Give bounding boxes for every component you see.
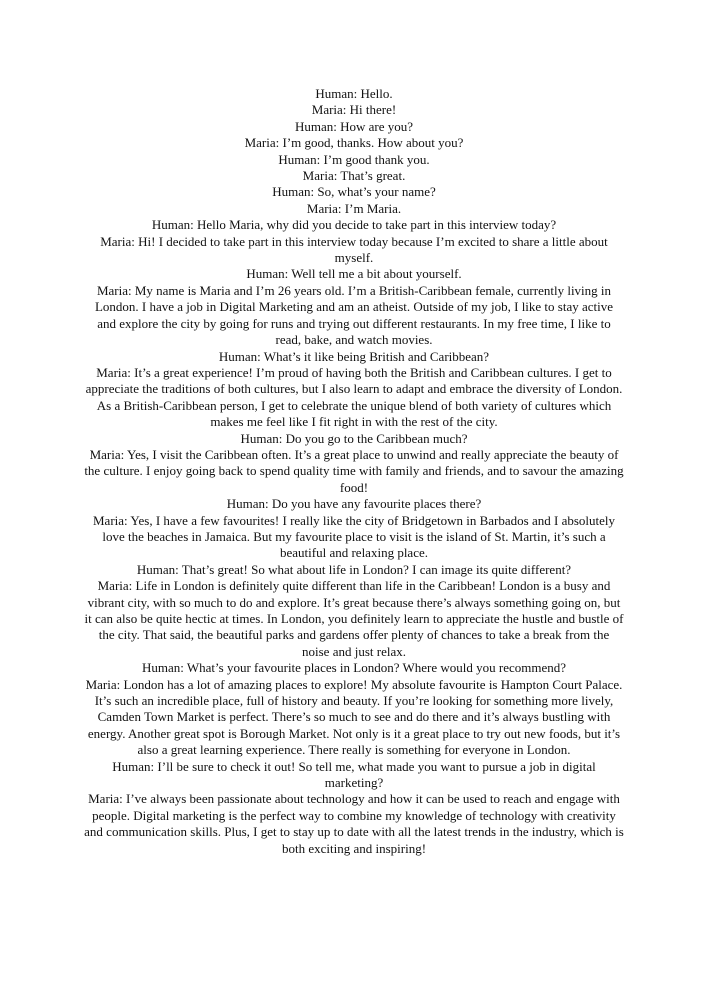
transcript-line: Human: That’s great! So what about life in London? I can image its quite different?	[136, 561, 572, 577]
transcript-line: Human: What’s your favourite places in London? Where would you recommend?	[141, 660, 567, 676]
transcript-line: Maria: I’ve always been passionate about technology and how it can be used to reach and engage with people. Digital marketing is the perfect way to combine my knowledge of technology with creativity and communication skills. Plus, I get to stay up to date with all the latest trends in the industry, which is both exciting and inspiring!	[84, 791, 624, 856]
transcript-line: Maria: Yes, I visit the Caribbean often. It’s a great place to unwind and really appreciate the beauty of the culture. I enjoy going back to spend quality time with family and friends, and to savour the amazing food!	[84, 446, 624, 495]
transcript-line: Human: I’ll be sure to check it out! So tell me, what made you want to pursue a job in digital marketing?	[112, 758, 596, 791]
transcript-line: Human: Hello.	[315, 86, 393, 101]
transcript-line: Human: Hello Maria, why did you decide to take part in this interview today?	[151, 217, 557, 233]
transcript-line: Maria: Yes, I have a few favourites! I really like the city of Bridgetown in Barbados and I absolutely love the beaches in Jamaica. But my favourite place to visit is the island of St. Martin, it’s such a beautiful and relaxing place.	[92, 512, 616, 561]
transcript-line: Human: Do you have any favourite places there?	[226, 496, 482, 512]
transcript-line: Maria: Hi! I decided to take part in this interview today because I’m excited to share a little about myself.	[100, 233, 608, 266]
transcript-line: Maria: My name is Maria and I’m 26 years old. I’m a British-Caribbean female, currently living in London. I have a job in Digital Marketing and am an atheist. Outside of my job, I like to stay active and explore the city by going for runs and trying out different restaurants. In my free time, I like to read, bake, and watch movies.	[94, 282, 614, 348]
transcript-line: Maria: London has a lot of amazing places to explore! My absolute favourite is Hampton Court Palace. It’s such an incredible place, full of history and beauty. If you’re looking for something more lively, Camden Town Market is perfect. There’s so much to see and do there and it’s always bustling with energy. Another great spot is Borough Market. Not only is it a great place to try out new foods, but it’s also a great learning experience. There really is something for everyone in London.	[85, 676, 623, 758]
transcript-line: Human: I’m good thank you.	[278, 151, 430, 167]
transcript-line: Maria: Hi there!	[311, 102, 397, 118]
transcript-line: Maria: I’m good, thanks. How about you?	[244, 135, 464, 151]
transcript-line: Human: Do you go to the Caribbean much?	[240, 430, 468, 446]
transcript-line: Human: How are you?	[294, 118, 414, 134]
transcript-line: Human: So, what’s your name?	[272, 184, 436, 200]
transcript-line: Human: What’s it like being British and Caribbean?	[218, 348, 490, 364]
transcript-line: Maria: I’m Maria.	[306, 200, 402, 216]
transcript-line: Maria: It’s a great experience! I’m proud of having both the British and Caribbean cultures. I get to appreciate the traditions of both cultures, but I also learn to adapt and embrace the diversity of London. As a British-Caribbean person, I get to celebrate the unique blend of both variety of cultures which makes me feel like I fit right in with the rest of the city.	[85, 364, 623, 430]
interview-transcript	[84, 86, 624, 857]
transcript-line: Maria: Life in London is definitely quite different than life in the Caribbean! London is a busy and vibrant city, with so much to do and explore. It’s great because there’s always something going on, but it can also be quite hectic at times. In London, you definitely learn to appreciate the hustle and bustle of the city. That said, the beautiful parks and gardens offer plenty of chances to take a break from the noise and just relax.	[84, 578, 624, 659]
transcript-line: Human: Well tell me a bit about yourself.	[246, 266, 462, 282]
transcript-line: Maria: That’s great.	[302, 168, 406, 184]
